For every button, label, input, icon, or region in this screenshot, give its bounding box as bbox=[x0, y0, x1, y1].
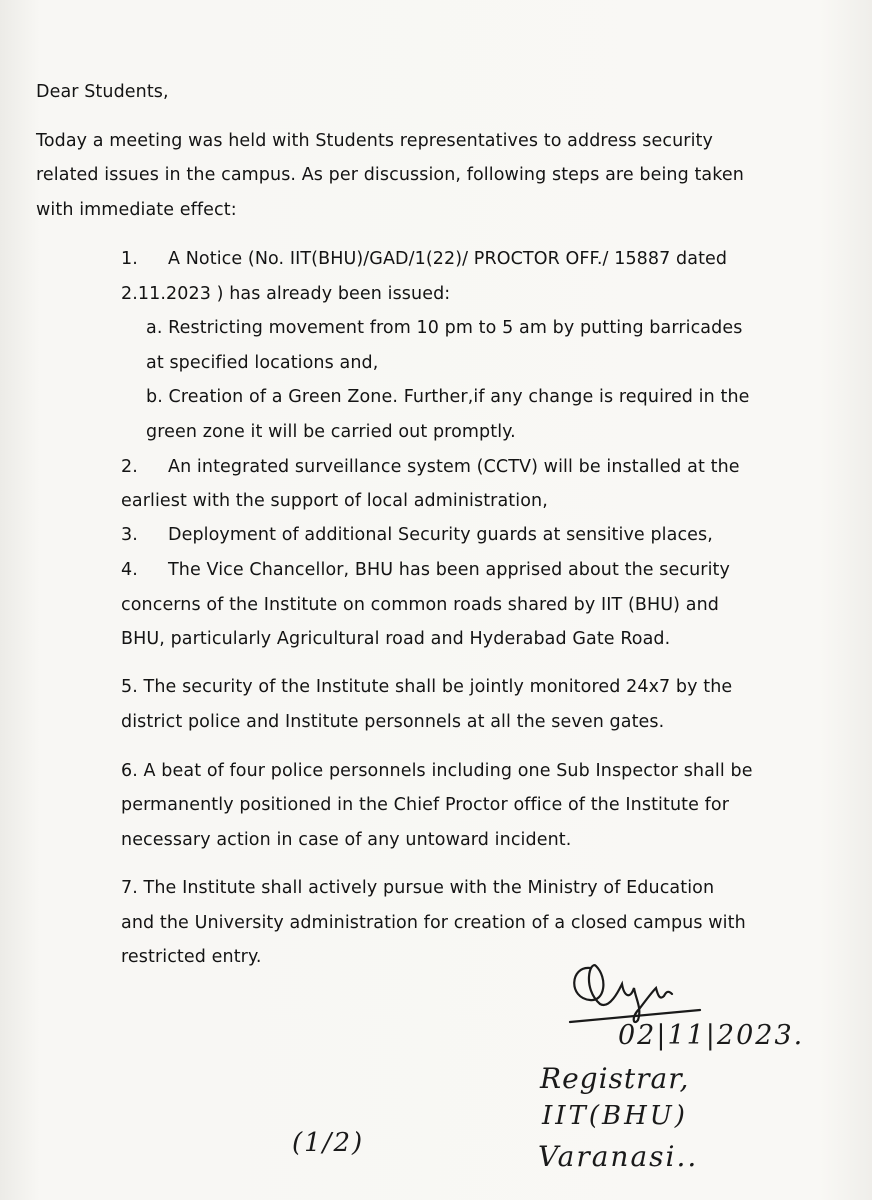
intro-line-2: related issues in the campus. As per discussion, following steps are being taken bbox=[36, 165, 744, 185]
item-4-line-2: concerns of the Institute on common roads shared by IIT (BHU) and bbox=[121, 595, 719, 615]
item-1b-line-2: green zone it will be carried out promptly. bbox=[146, 422, 516, 442]
item-1a-line-1: a. Restricting movement from 10 pm to 5 am by putting barricades bbox=[146, 318, 743, 338]
item-5-line-2: district police and Institute personnels at all the seven gates. bbox=[121, 712, 665, 732]
item-7-line-3: restricted entry. bbox=[121, 947, 262, 967]
item-5-line-1: 5. The security of the Institute shall be jointly monitored 24x7 by the bbox=[121, 677, 733, 697]
item-1-line-2: 2.11.2023 ) has already been issued: bbox=[121, 284, 451, 304]
signature-date: 02|11|2023. bbox=[618, 1020, 805, 1051]
item-6-line-1: 6. A beat of four police personnels including one Sub Inspector shall be bbox=[121, 761, 753, 781]
item-3-line-1: Deployment of additional Security guards at sensitive places, bbox=[168, 525, 713, 545]
item-1-line-1: A Notice (No. IIT(BHU)/GAD/1(22)/ PROCTOR OFF./ 15887 dated bbox=[168, 249, 728, 269]
item-1-number: 1. bbox=[121, 249, 138, 269]
handwritten-signature bbox=[560, 948, 710, 1028]
item-2-line-2: earliest with the support of local administration, bbox=[121, 491, 548, 511]
signature-institute: IIT(BHU) bbox=[542, 1101, 688, 1131]
item-7-line-1: 7. The Institute shall actively pursue with the Ministry of Education bbox=[121, 878, 715, 898]
signature-city: Varanasi.. bbox=[538, 1140, 699, 1173]
item-4-line-3: BHU, particularly Agricultural road and Hyderabad Gate Road. bbox=[121, 629, 671, 649]
item-6-line-3: necessary action in case of any untoward incident. bbox=[121, 830, 572, 850]
item-1b-line-1: b. Creation of a Green Zone. Further,if any change is required in the bbox=[146, 387, 750, 407]
item-4-line-1: The Vice Chancellor, BHU has been apprised about the security bbox=[168, 560, 730, 580]
item-4-number: 4. bbox=[121, 560, 138, 580]
page-number: (1/2) bbox=[292, 1128, 365, 1158]
intro-line-1: Today a meeting was held with Students representatives to address security bbox=[36, 131, 713, 151]
salutation: Dear Students, bbox=[36, 82, 169, 102]
item-6-line-2: permanently positioned in the Chief Proctor office of the Institute for bbox=[121, 795, 730, 815]
item-7-line-2: and the University administration for creation of a closed campus with bbox=[121, 913, 746, 933]
item-2-line-1: An integrated surveillance system (CCTV) will be installed at the bbox=[168, 457, 740, 477]
item-1a-line-2: at specified locations and, bbox=[146, 353, 379, 373]
intro-line-3: with immediate effect: bbox=[36, 200, 237, 220]
item-3-number: 3. bbox=[121, 525, 138, 545]
item-2-number: 2. bbox=[121, 457, 138, 477]
signature-title: Registrar, bbox=[540, 1062, 690, 1095]
